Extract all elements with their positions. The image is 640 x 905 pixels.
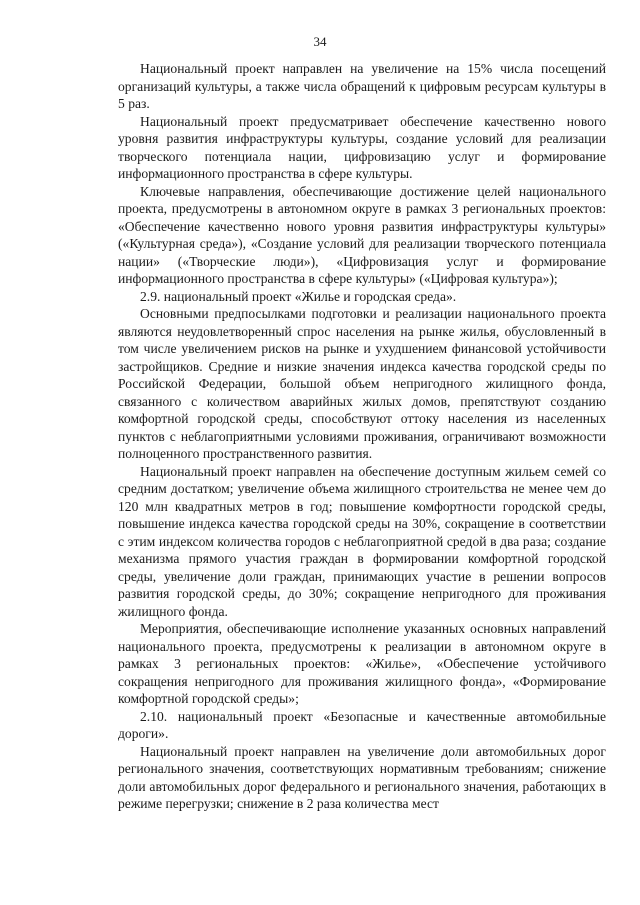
paragraph-culture-goals: Национальный проект направлен на увеличение на 15% числа посещений организаций культуры, а также числа обращений к цифровым ресурсам культуры в 5 раз.	[118, 61, 606, 111]
paragraph-housing-prerequisites: Основными предпосылками подготовки и реализации национального проекта являются неудовлетворенный спрос населения на рынке жилья, обусловленный в том числе увеличением рисков на рынке и ухудшением финансовой устойчивости застройщиков. Средние и низкие значения индекса качества городской среды по Российской Федерации, большой объем непригодного жилищного фонда, связанного с количеством аварийных жилых домов, препятствуют созданию комфортной городской среды, способствуют оттоку населения из населенных пунктов с неблагоприятными условиями проживания, ограничивают возможности полноценного пространственного развития.	[118, 306, 606, 461]
page-body	[118, 60, 606, 813]
page-number: 34	[313, 34, 327, 49]
paragraph-culture-scope: Национальный проект предусматривает обеспечение качественно нового уровня развития инфраструктуры культуры, создание условий для реализации творческого потенциала нации, цифровизацию услуг и формирование информационного пространства в сфере культуры.	[118, 113, 606, 181]
section-heading-2-10: 2.10. национальный проект «Безопасные и качественные автомобильные дороги».	[118, 708, 606, 741]
paragraph-roads-goals: Национальный проект направлен на увеличение доли автомобильных дорог регионального значения, соответствующих нормативным требованиям; снижение доли автомобильных дорог федерального и регионального значения, работающих в режиме перегрузки; снижение в 2 раза количества мест	[118, 743, 606, 811]
paragraph-housing-goals: Национальный проект направлен на обеспечение доступным жильем семей со средним достатком; увеличение объема жилищного строительства не менее чем до 120 млн квадратных метров в год; повышение комфортности городской среды, повышение индекса качества городской среды на 30%, сокращение в соответствии с этим индексом количества городов с неблагоприятной средой в два раза; создание механизма прямого участия граждан в формировании комфортной городской среды, увеличение доли граждан, принимающих участие в решении вопросов развития городской среды, до 30%; сокращение непригодного для проживания жилищного фонда.	[118, 463, 606, 619]
paragraph-culture-regional-projects: Ключевые направления, обеспечивающие достижение целей национального проекта, предусмотрены в автономном округе в рамках 3 региональных проектов: «Обеспечение качественно нового уровня развития инфраструктуры культуры» («Культурная среда»), «Создание условий для реализации творческого потенциала нации» («Творческие люди»), «Цифровизация услуг и формирование информационного пространства в сфере культуры» («Цифровая культура»);	[118, 183, 606, 286]
paragraph-housing-regional-projects: Мероприятия, обеспечивающие исполнение указанных основных направлений национального проекта, предусмотрены к реализации в автономном округе в рамках 3 региональных проектов: «Жилье», «Обеспечение устойчивого сокращения непригодного для проживания жилищного фонда», «Формирование комфортной городской среды»;	[118, 621, 606, 706]
section-heading-2-9: 2.9. национальный проект «Жилье и городская среда».	[140, 288, 457, 304]
